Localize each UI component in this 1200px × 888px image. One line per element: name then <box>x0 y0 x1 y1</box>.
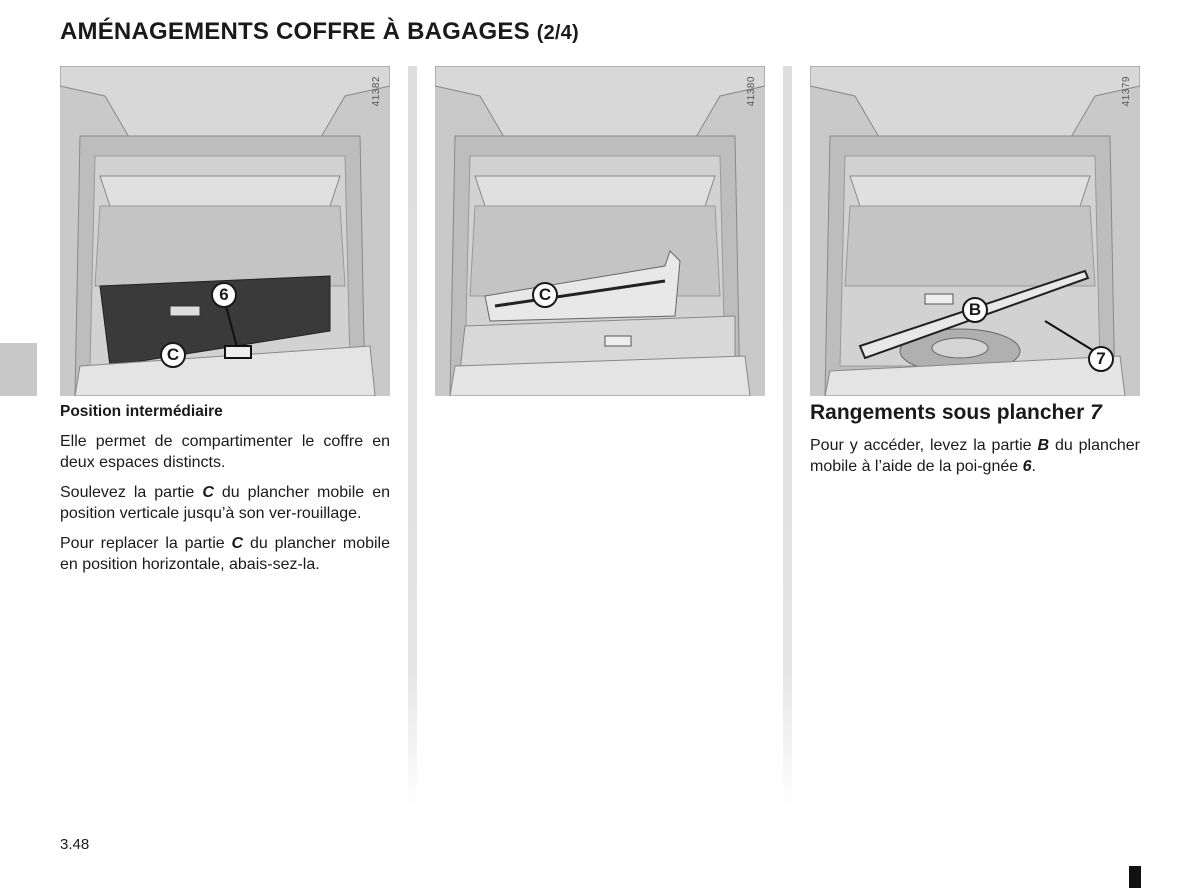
trunk-illustration <box>435 66 765 396</box>
left-column-text <box>60 403 390 584</box>
figure-code: 41382 <box>371 76 382 107</box>
column-divider <box>783 66 792 811</box>
paragraph: Pour replacer la partie C du plancher mobile en position horizontale, abais-sez-la. <box>60 535 391 573</box>
paragraph: Soulevez la partie C du plancher mobile en position verticale jusqu’à son ver-rouillage. <box>60 484 390 522</box>
callout-label: C <box>532 282 558 308</box>
chapter-tab <box>0 343 37 396</box>
callout-label: C <box>160 342 186 368</box>
title-main: AMÉNAGEMENTS COFFRE À BAGAGES <box>60 18 530 45</box>
page-title <box>60 18 579 46</box>
trunk-illustration <box>60 66 390 396</box>
page-number: 3.48 <box>60 836 90 853</box>
callout-label: B <box>962 297 988 323</box>
column-divider <box>408 66 417 811</box>
figure-trunk-intermediate <box>60 66 390 396</box>
paragraph: Elle permet de compartimenter le coffre en deux espaces distincts. <box>60 433 390 471</box>
callout-label: 6 <box>211 282 237 308</box>
figure-trunk-underfloor <box>810 66 1140 396</box>
title-part: (2/4) <box>536 22 579 44</box>
section-heading: Position intermédiaire <box>60 403 223 420</box>
figure-code: 41380 <box>746 76 757 107</box>
callout-label: 7 <box>1088 346 1114 372</box>
trunk-illustration <box>810 66 1140 396</box>
figure-trunk-vertical <box>435 66 765 396</box>
right-column-text <box>810 401 1140 486</box>
figure-code: 41379 <box>1121 76 1132 107</box>
corner-mark <box>1129 866 1141 888</box>
paragraph: Pour y accéder, levez la partie B du plancher mobile à l’aide de la poi-gnée 6. <box>810 437 1141 475</box>
section-heading: Rangements sous plancher 7 <box>810 401 1102 424</box>
